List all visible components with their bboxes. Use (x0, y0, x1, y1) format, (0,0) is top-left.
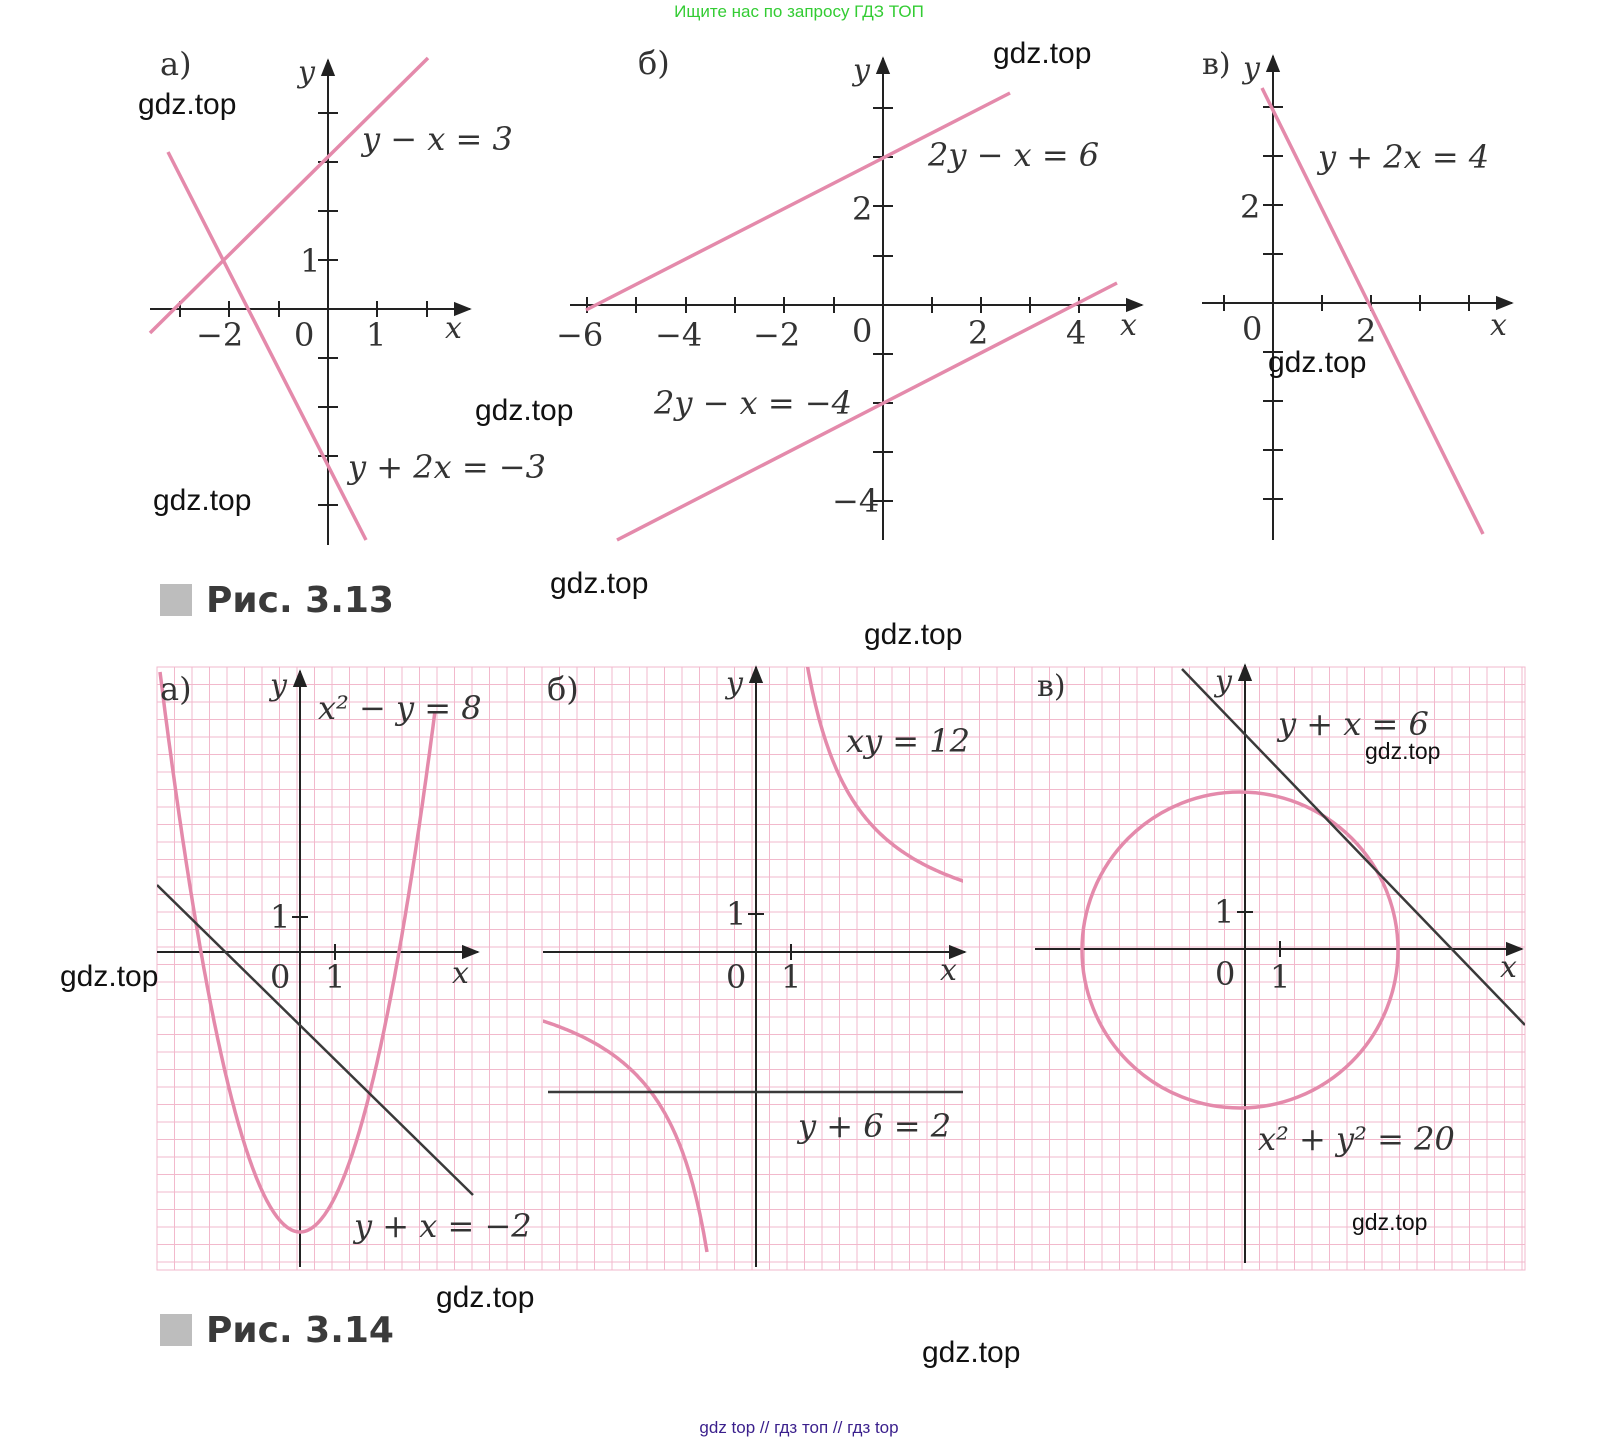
watermark: gdz.top (138, 88, 237, 121)
fig313a-tick-1: 1 (366, 316, 387, 354)
fig313b-tick-4: 4 (1066, 314, 1087, 352)
fig313a-tick-0: 0 (294, 316, 315, 354)
fig314b-tick-0: 0 (726, 958, 747, 996)
fig313a-label: а) (160, 45, 192, 83)
fig314b-x-label: x (940, 953, 957, 988)
fig314-caption (160, 1310, 394, 1351)
fig314b-y-label: y (726, 666, 743, 701)
fig314c-eq2: x² + y² = 20 (1258, 1120, 1455, 1158)
fig314c-x-label: x (1500, 950, 1517, 985)
fig313a-y-label: y (298, 55, 315, 90)
fig314b-tick-1: 1 (781, 958, 802, 996)
fig313b-tick-neg4: −4 (655, 316, 703, 354)
fig313a-eq2: y + 2x = −3 (348, 448, 546, 486)
fig313a-eq1: y − x = 3 (362, 120, 513, 158)
fig314b-ytick-1: 1 (726, 895, 747, 933)
fig313-panel-b (556, 44, 1142, 540)
fig314a-x-label: x (452, 956, 469, 991)
fig313c-x-label: x (1490, 308, 1507, 343)
fig314c-tick-0: 0 (1215, 955, 1236, 993)
fig313b-tick-neg2: −2 (753, 316, 801, 354)
fig314c-label: в) (1037, 669, 1066, 704)
fig314a-ytick-1: 1 (270, 898, 291, 936)
fig314a-eq1: x² − y = 8 (318, 689, 482, 727)
watermark: gdz.top (1352, 1209, 1428, 1235)
watermark: gdz.top (1268, 346, 1367, 379)
fig314a-tick-1: 1 (325, 958, 346, 996)
watermark: gdz.top (60, 960, 159, 993)
top-banner[interactable]: Ищите нас по запросу ГДЗ ТОП (674, 2, 924, 21)
fig314b-eq1: xy = 12 (846, 722, 970, 760)
fig313c-label: в) (1202, 47, 1231, 82)
watermark: gdz.top (550, 567, 649, 600)
fig313c-tick-2: 2 (1356, 312, 1377, 350)
fig314c-tick-1: 1 (1270, 958, 1291, 996)
fig314b-eq2: y + 6 = 2 (798, 1107, 952, 1145)
fig313c-y-label: y (1243, 51, 1260, 86)
figure-3-14 (0, 655, 1598, 1285)
watermark: gdz.top (864, 618, 963, 651)
fig313a-ytick-1: 1 (300, 242, 321, 280)
fig313b-tick-0: 0 (852, 312, 873, 350)
fig313b-label: б) (638, 44, 670, 82)
fig313c-tick-0: 0 (1242, 310, 1263, 348)
fig313c-ytick-2: 2 (1240, 188, 1261, 226)
fig313-caption-text: Рис. 3.13 (206, 580, 394, 621)
fig313b-ytick-2: 2 (852, 190, 873, 228)
fig314b-label: б) (547, 670, 579, 708)
watermark: gdz.top (475, 394, 574, 427)
fig313b-eq2: 2y − x = −4 (654, 384, 852, 422)
line-2y-minus-x-eq-6 (586, 93, 1010, 310)
watermark: gdz.top (922, 1336, 1021, 1369)
fig313b-tick-neg6: −6 (556, 316, 604, 354)
fig313-caption (160, 580, 394, 621)
fig313a-tick-neg2: −2 (196, 316, 244, 354)
caption-square-icon (160, 584, 192, 616)
fig314c-eq1: y + x = 6 (1278, 705, 1429, 743)
fig313b-y-label: y (853, 53, 870, 88)
fig313a-x-label: x (445, 311, 462, 346)
fig314-caption-text: Рис. 3.14 (206, 1310, 394, 1351)
fig313b-tick-2: 2 (968, 314, 989, 352)
watermark: gdz.top (153, 484, 252, 517)
fig313-panel-c (1202, 47, 1512, 540)
fig314c-y-label: y (1215, 664, 1232, 699)
fig314a-label: а) (160, 670, 192, 708)
fig313b-ytick-neg4: −4 (832, 482, 880, 520)
fig314a-y-label: y (270, 668, 287, 703)
watermark: gdz.top (993, 37, 1092, 70)
fig313b-eq1: 2y − x = 6 (928, 136, 1100, 174)
caption-square-icon (160, 1314, 192, 1346)
grid-frame (157, 667, 1525, 1270)
watermark: gdz.top (436, 1281, 535, 1314)
fig313c-eq1: y + 2x = 4 (1318, 138, 1490, 176)
fig314a-tick-0: 0 (270, 958, 291, 996)
watermark: gdz.top (1365, 738, 1441, 764)
fig314a-eq2: y + x = −2 (354, 1207, 532, 1245)
fig313b-x-label: x (1120, 308, 1137, 343)
bottom-banner[interactable]: gdz top // гдз топ // гдз top (699, 1418, 899, 1437)
fig314c-ytick-1: 1 (1214, 893, 1235, 931)
